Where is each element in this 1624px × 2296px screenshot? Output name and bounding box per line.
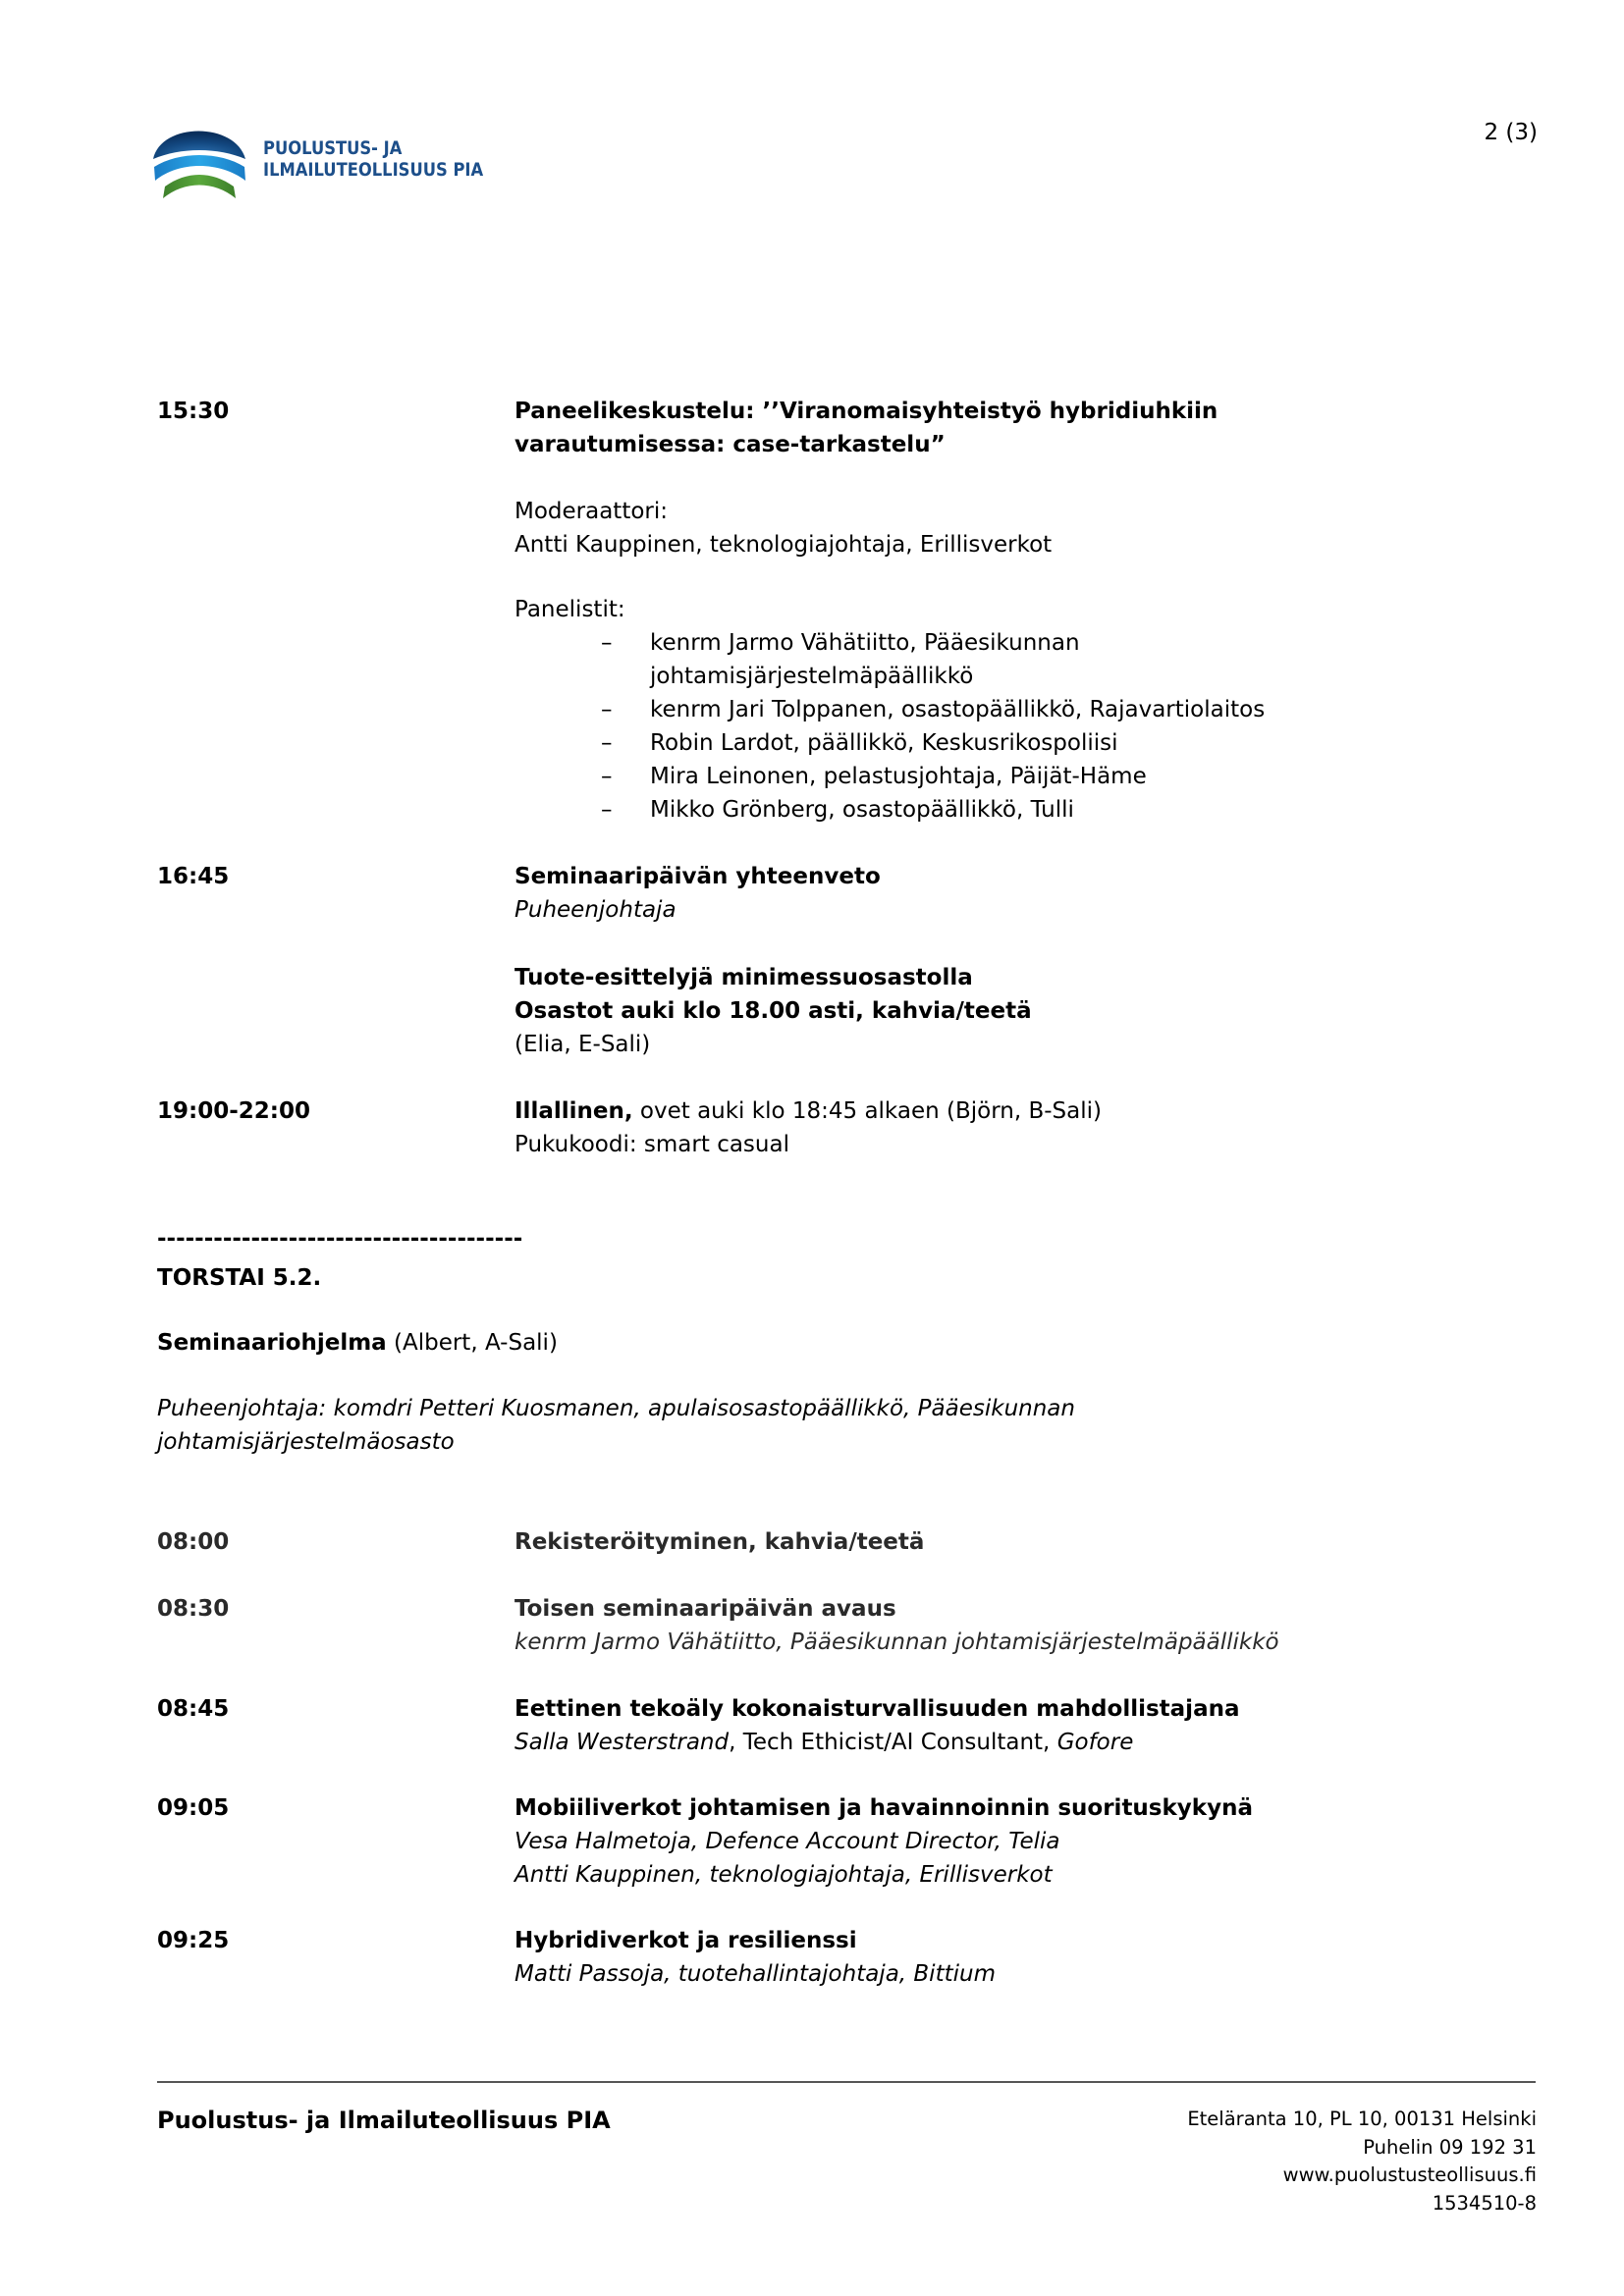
item-title: Rekisteröityminen, kahvia/teetä [514, 1529, 925, 1555]
program-heading [157, 1326, 558, 1360]
panelists-label: Panelistit: [514, 597, 625, 622]
item-speaker: Matti Passoja, tuotehallintajohtaja, Bittium [514, 1961, 996, 1987]
speaker-org: Gofore [1056, 1730, 1134, 1755]
panelist-item: – Mikko Grönberg, osastopäällikkö, Tulli [514, 793, 1555, 827]
item-title: Seminaaripäivän yhteenveto [514, 864, 881, 889]
dash-bullet-icon: – [601, 630, 613, 656]
panelists-block [514, 593, 1555, 827]
section-separator: --------------------------------------- [157, 1226, 523, 1252]
item-title: Toisen seminaaripäivän avaus [514, 1596, 896, 1622]
exhibition-title: Tuote-esittelyjä minimessuosastolla [514, 965, 973, 990]
company-logo [149, 108, 542, 206]
schedule-item-dinner [514, 1095, 1555, 1161]
schedule-item-mobile-networks [514, 1791, 1555, 1892]
schedule-time: 16:45 [157, 864, 230, 889]
schedule-item-panel [514, 395, 1555, 461]
item-title: Eettinen tekoäly kokonaisturvallisuuden mahdollistajana [514, 1696, 1240, 1722]
panelist-item: – kenrm Jarmo Vähätiitto, Pääesikunnan johtamisjärjestelmäpäällikkö [514, 626, 1555, 693]
moderator-name: Antti Kauppinen, teknologiajohtaja, Erillisverkot [514, 532, 1053, 558]
program-location: (Albert, A-Sali) [386, 1330, 558, 1356]
footer-contact [1187, 2106, 1537, 2218]
item-speaker: Antti Kauppinen, teknologiajohtaja, Erillisverkot [514, 1862, 1053, 1888]
exhibition-block [514, 961, 1555, 1061]
logo-wordmark [263, 137, 483, 181]
panelist-item: – Mira Leinonen, pelastusjohtaja, Päijät-Häme [514, 760, 1555, 793]
footer-company-name: Puolustus- ja Ilmailuteollisuus PIA [157, 2107, 611, 2134]
footer-phone: Puhelin 09 192 31 [1363, 2135, 1537, 2159]
schedule-time: 08:45 [157, 1696, 230, 1722]
speaker-role: , Tech Ethicist/AI Consultant, [729, 1730, 1057, 1755]
footer-divider [157, 2081, 1536, 2083]
dash-bullet-icon: – [601, 730, 613, 756]
schedule-item-registration [514, 1525, 1555, 1559]
item-title-line: varautumisessa: case-tarkastelu” [514, 432, 946, 457]
footer-website-link[interactable]: www.puolustusteollisuus.fi [1282, 2163, 1537, 2187]
panelist-item: – kenrm Jari Tolppanen, osastopäällikkö, Rajavartiolaitos [514, 693, 1555, 726]
item-speaker: kenrm Jarmo Vähätiitto, Pääesikunnan johtamisjärjestelmäpäällikkö [514, 1629, 1279, 1655]
panelist-list [514, 626, 1555, 827]
item-title-line: Paneelikeskustelu: ’’Viranomaisyhteistyö hybridiuhkiin [514, 399, 1218, 424]
logo-green-band [163, 175, 236, 198]
schedule-time: 19:00-22:00 [157, 1098, 310, 1124]
moderator-label: Moderaattori: [514, 499, 669, 524]
schedule-time: 09:05 [157, 1795, 230, 1821]
panelist-item: – Robin Lardot, päällikkö, Keskusrikospoliisi [514, 726, 1555, 760]
item-title: Hybridiverkot ja resilienssi [514, 1928, 857, 1953]
item-details: ovet auki klo 18:45 alkaen (Björn, B-Sali) [632, 1098, 1102, 1124]
schedule-item-summary [514, 860, 1555, 927]
page-number: 2 (3) [1484, 120, 1538, 145]
dash-bullet-icon: – [601, 697, 613, 722]
dash-bullet-icon: – [601, 764, 613, 789]
schedule-item-hybrid-networks [514, 1924, 1555, 1991]
logo-dome [153, 132, 245, 160]
footer-address: Eteläranta 10, PL 10, 00131 Helsinki [1187, 2108, 1537, 2130]
exhibition-hours: Osastot auki klo 18.00 asti, kahvia/teetä [514, 998, 1032, 1024]
logo-line-1: PUOLUSTUS- JA [263, 137, 403, 159]
dress-code: Pukukoodi: smart casual [514, 1132, 789, 1157]
speaker-name: Salla Westerstrand [514, 1730, 730, 1755]
schedule-time: 15:30 [157, 399, 230, 424]
schedule-time: 08:00 [157, 1529, 230, 1555]
exhibition-location: (Elia, E-Sali) [514, 1032, 651, 1057]
item-speaker: Puheenjohtaja [514, 897, 677, 923]
footer-business-id: 1534510-8 [1432, 2192, 1537, 2216]
moderator-block [514, 495, 1555, 561]
day-heading: TORSTAI 5.2. [157, 1265, 322, 1291]
logo-line-2: ILMAILUTEOLLISUUS PIA [263, 159, 484, 181]
schedule-time: 09:25 [157, 1928, 230, 1953]
schedule-time: 08:30 [157, 1596, 230, 1622]
schedule-item-opening [514, 1592, 1555, 1659]
logo-emblem-icon [149, 108, 251, 206]
item-title: Illallinen, [514, 1098, 633, 1124]
item-speaker: Vesa Halmetoja, Defence Account Director, Telia [514, 1829, 1060, 1854]
dash-bullet-icon: – [601, 797, 613, 823]
chairperson-block: Puheenjohtaja: komdri Petteri Kuosmanen, apulaisosastopäällikkö, Pääesikunnan johtamisjärjestelmäosasto [157, 1396, 1075, 1455]
schedule-item-ethical-ai [514, 1692, 1555, 1759]
item-title: Mobiiliverkot johtamisen ja havainnoinnin suorituskykynä [514, 1795, 1253, 1821]
program-label: Seminaariohjelma [157, 1330, 387, 1356]
